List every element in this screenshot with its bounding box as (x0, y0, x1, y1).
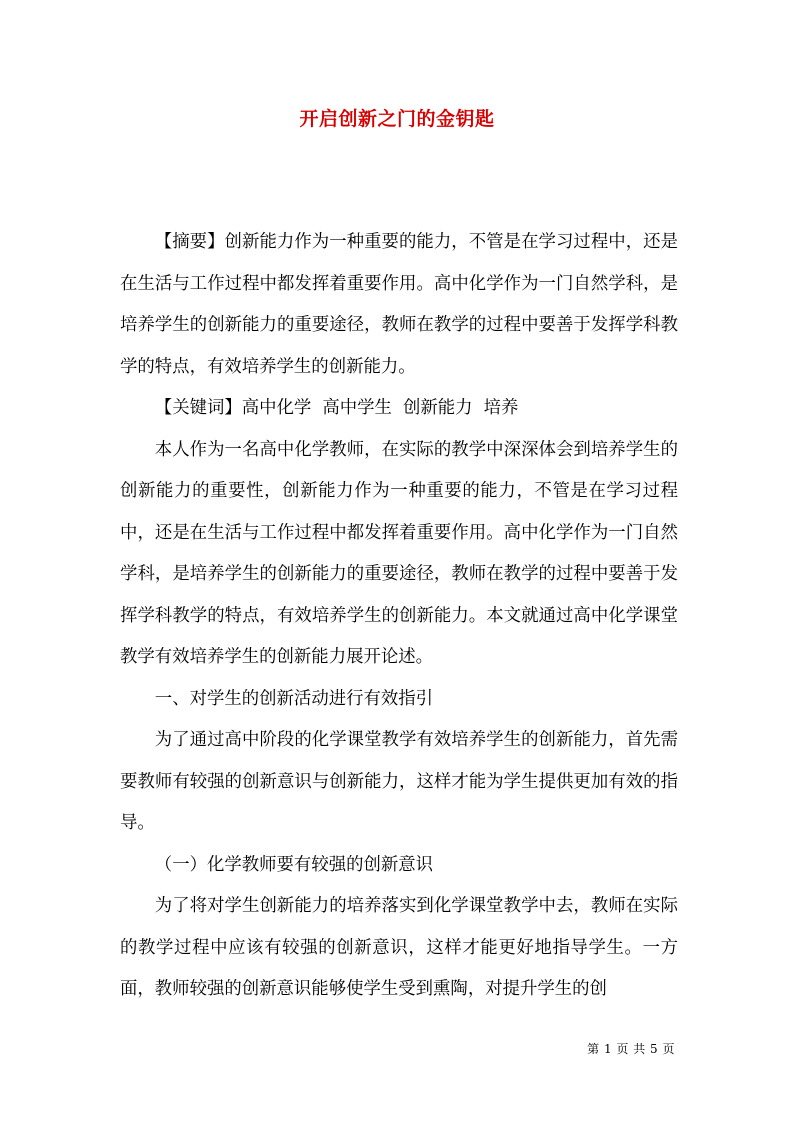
subsection-heading-1: （一）化学教师要有较强的创新意识 (154, 854, 434, 875)
section-heading-1: 一、对学生的创新活动进行有效指引 (154, 688, 434, 709)
subsection-1-paragraph: 为了将对学生创新能力的培养落实到化学课堂教学中去，教师在实际的教学过程中应该有较强的创新意识，这样才能更好地指导学生。一方面，教师较强的创新意识能够使学生受到熏陶，对提升学生的创 (120, 896, 678, 999)
section-1-paragraph: 为了通过高中阶段的化学课堂教学有效培养学生的创新能力，首先需要教师有较强的创新意识与创新能力，这样才能为学生提供更加有效的指导。 (120, 730, 678, 833)
document-body (120, 222, 678, 1011)
page-title: 开启创新之门的金钥匙 (299, 108, 495, 130)
keywords-paragraph: 【关键词】高中化学 高中学生 创新能力 培养 (154, 398, 519, 418)
page-number-footer: 第 1 页 共 5 页 (587, 1042, 675, 1056)
abstract-paragraph: 【摘要】创新能力作为一种重要的能力，不管是在学习过程中，还是在生活与工作过程中都发挥着重要作用。高中化学作为一门自然学科，是培养学生的创新能力的重要途径，教师在教学的过程中要善于发挥学科教学的特点，有效培养学生的创新能力。 (120, 232, 678, 377)
intro-paragraph: 本人作为一名高中化学教师，在实际的教学中深深体会到培养学生的创新能力的重要性，创新能力作为一种重要的能力，不管是在学习过程中，还是在生活与工作过程中都发挥着重要作用。高中化学作为一门自然学科，是培养学生的创新能力的重要途径，教师在教学的过程中要善于发挥学科教学的特点，有效培养学生的创新能力。本文就通过高中化学课堂教学有效培养学生的创新能力展开论述。 (120, 439, 678, 667)
